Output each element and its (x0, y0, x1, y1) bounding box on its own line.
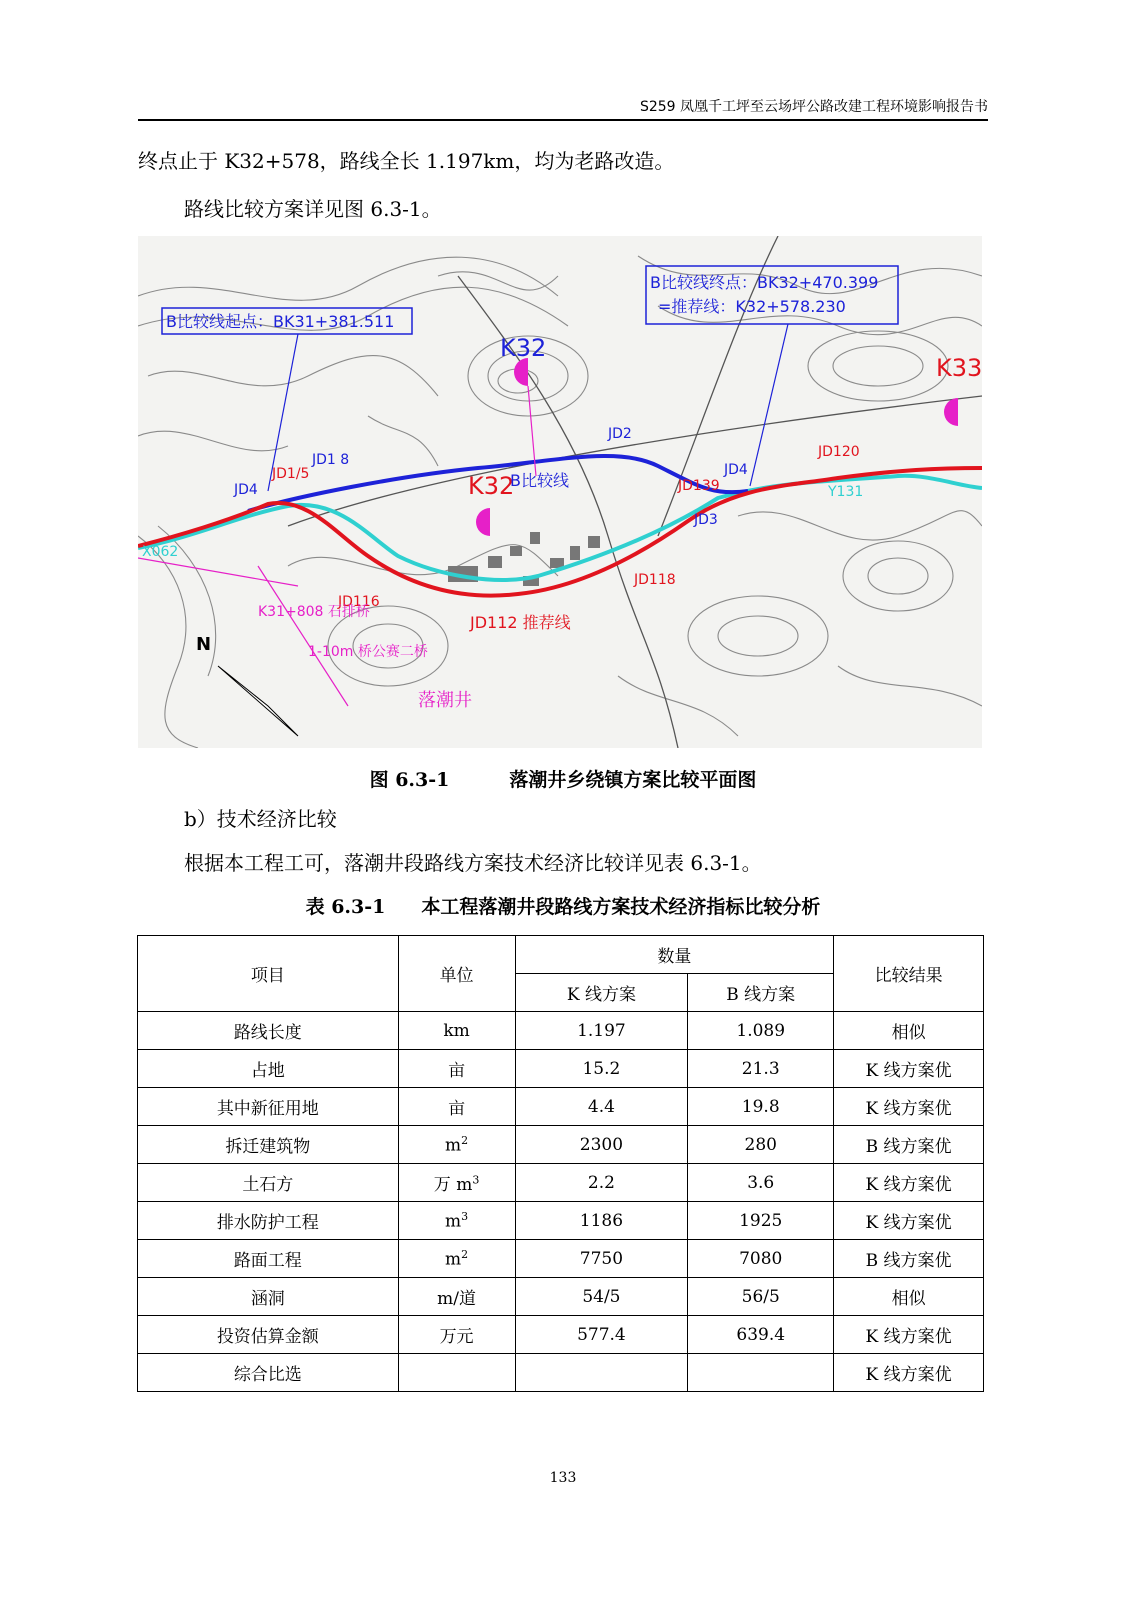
cell-b-plan: 7080 (688, 1240, 834, 1278)
table-title: 本工程落潮井段路线方案技术经济指标比较分析 (421, 896, 821, 918)
cell-item: 路面工程 (138, 1240, 399, 1278)
cell-b-plan: 56/5 (688, 1278, 834, 1316)
k33-marker (944, 398, 958, 426)
table-row (138, 1050, 984, 1088)
cell-k-plan (515, 1354, 688, 1392)
running-header: S259 凤凰千工坪至云场坪公路改建工程环境影响报告书 (639, 99, 988, 115)
header-result: 比较结果 (834, 936, 984, 1012)
jd118-label: JD118 (634, 572, 676, 588)
unit-superscript: 3 (461, 1209, 469, 1223)
jd4b-label: JD4 (724, 462, 748, 478)
paragraph-figure-ref: 路线比较方案详见图 6.3-1。 (184, 197, 442, 221)
header-k-plan: K 线方案 (515, 974, 688, 1012)
table-row (138, 1126, 984, 1164)
paragraph-route-end: 终点止于 K32+578，路线全长 1.197km，均为老路改造。 (138, 149, 675, 173)
table-row (138, 1012, 984, 1050)
cell-b-plan: 639.4 (688, 1316, 834, 1354)
figure-caption (138, 765, 988, 792)
cell-b-plan: 280 (688, 1126, 834, 1164)
figure-number: 图 6.3-1 (369, 769, 450, 791)
b-end-label-2: =推荐线：K32+578.230 (658, 297, 846, 316)
cell-k-plan: 1.197 (515, 1012, 688, 1050)
cell-item: 土石方 (138, 1164, 399, 1202)
north-label: N (196, 634, 212, 655)
section-heading: b）技术经济比较 (184, 807, 337, 831)
header-quantity: 数量 (515, 936, 834, 974)
header-b-plan: B 线方案 (688, 974, 834, 1012)
cell-unit: $m^3$ (398, 1202, 515, 1240)
k33-label: K33 (936, 354, 982, 382)
page-number: 133 (549, 1470, 577, 1486)
cell-unit: 亩 (398, 1050, 515, 1088)
x062-leader (138, 558, 298, 586)
jd139-label: JD139 (678, 478, 720, 494)
cell-item: 综合比选 (138, 1354, 399, 1392)
bridge-label: K31+808 石排桥 (258, 604, 370, 620)
figure-title: 落潮井乡绕镇方案比较平面图 (509, 769, 757, 791)
jd3-label: JD3 (694, 512, 718, 528)
cell-result: K 线方案优 (834, 1354, 984, 1392)
cell-b-plan: 1925 (688, 1202, 834, 1240)
jd4-label: JD4 (234, 482, 258, 498)
jd18-label: JD1 8 (312, 452, 350, 468)
bridge2-label: 1-10m 桥公赛二桥 (308, 644, 428, 660)
table-row (138, 1164, 984, 1202)
cell-result: K 线方案优 (834, 1050, 984, 1088)
bridge-leader (258, 566, 348, 706)
cell-unit: 亩 (398, 1088, 515, 1126)
cell-k-plan: 7750 (515, 1240, 688, 1278)
cell-unit: $m^2$ (398, 1240, 515, 1278)
b-line-label: B比较线 (510, 471, 569, 490)
town-label: 落潮井 (418, 690, 472, 711)
cell-result: K 线方案优 (834, 1164, 984, 1202)
paragraph-table-ref: 根据本工程工可，落潮井段路线方案技术经济比较详见表 6.3-1。 (184, 851, 762, 875)
cell-unit: 万 $m^3$ (398, 1164, 515, 1202)
cell-b-plan: 3.6 (688, 1164, 834, 1202)
cell-k-plan: 577.4 (515, 1316, 688, 1354)
cell-unit: $m^2$ (398, 1126, 515, 1164)
header-divider (138, 119, 988, 121)
jd15-label: JD1/5 (272, 466, 310, 482)
table-row (138, 1278, 984, 1316)
cell-unit: km (398, 1012, 515, 1050)
table-row (138, 1354, 984, 1392)
b-start-label: B比较线起点：BK31+381.511 (166, 312, 395, 331)
cell-item: 排水防护工程 (138, 1202, 399, 1240)
x062-label: X062 (142, 544, 179, 560)
unit-superscript: 2 (461, 1133, 469, 1147)
cell-item: 其中新征用地 (138, 1088, 399, 1126)
k32-blue-label: K32 (500, 334, 547, 362)
jd2-label: JD2 (608, 426, 632, 442)
cell-result: K 线方案优 (834, 1088, 984, 1126)
b-end-leader (750, 324, 788, 486)
cell-unit: m/道 (398, 1278, 515, 1316)
table-caption (138, 892, 988, 919)
cell-k-plan: 54/5 (515, 1278, 688, 1316)
cell-result: B 线方案优 (834, 1126, 984, 1164)
y131-label: Y131 (828, 484, 864, 500)
k32-marker-blue (514, 358, 528, 386)
cell-b-plan: 21.3 (688, 1050, 834, 1088)
cell-b-plan: 19.8 (688, 1088, 834, 1126)
cell-result: 相似 (834, 1012, 984, 1050)
cell-item: 拆迁建筑物 (138, 1126, 399, 1164)
table-header-row (138, 936, 984, 974)
cell-unit: 万元 (398, 1316, 515, 1354)
cell-b-plan (688, 1354, 834, 1392)
cell-k-plan: 2.2 (515, 1164, 688, 1202)
header-unit: 单位 (398, 936, 515, 1012)
cell-unit (398, 1354, 515, 1392)
cell-item: 投资估算金额 (138, 1316, 399, 1354)
cell-k-plan: 4.4 (515, 1088, 688, 1126)
cell-item: 路线长度 (138, 1012, 399, 1050)
header-item: 项目 (138, 936, 399, 1012)
unit-superscript: 3 (472, 1173, 480, 1187)
cell-k-plan: 1186 (515, 1202, 688, 1240)
cell-item: 涵洞 (138, 1278, 399, 1316)
cell-b-plan: 1.089 (688, 1012, 834, 1050)
k32-red-label: K32 (468, 472, 515, 500)
table-row (138, 1088, 984, 1126)
table-row (138, 1202, 984, 1240)
jd120-label: JD120 (818, 444, 860, 460)
unit-superscript: 2 (461, 1247, 469, 1261)
north-arrow-icon (196, 634, 298, 736)
jd112-label: JD112 推荐线 (470, 613, 571, 632)
comparison-table (137, 935, 984, 1392)
cell-result: 相似 (834, 1278, 984, 1316)
cell-result: K 线方案优 (834, 1316, 984, 1354)
cell-result: K 线方案优 (834, 1202, 984, 1240)
table-row (138, 1316, 984, 1354)
cell-item: 占地 (138, 1050, 399, 1088)
table-number: 表 6.3-1 (305, 896, 386, 918)
k32-marker-red (476, 508, 490, 536)
jd116-label: JD116 (338, 594, 380, 610)
cell-result: B 线方案优 (834, 1240, 984, 1278)
route-comparison-map (138, 236, 982, 748)
cell-k-plan: 15.2 (515, 1050, 688, 1088)
table-row (138, 1240, 984, 1278)
map-labels (142, 273, 982, 711)
b-end-label-1: B比较线终点：BK32+470.399 (650, 273, 879, 292)
cell-k-plan: 2300 (515, 1126, 688, 1164)
